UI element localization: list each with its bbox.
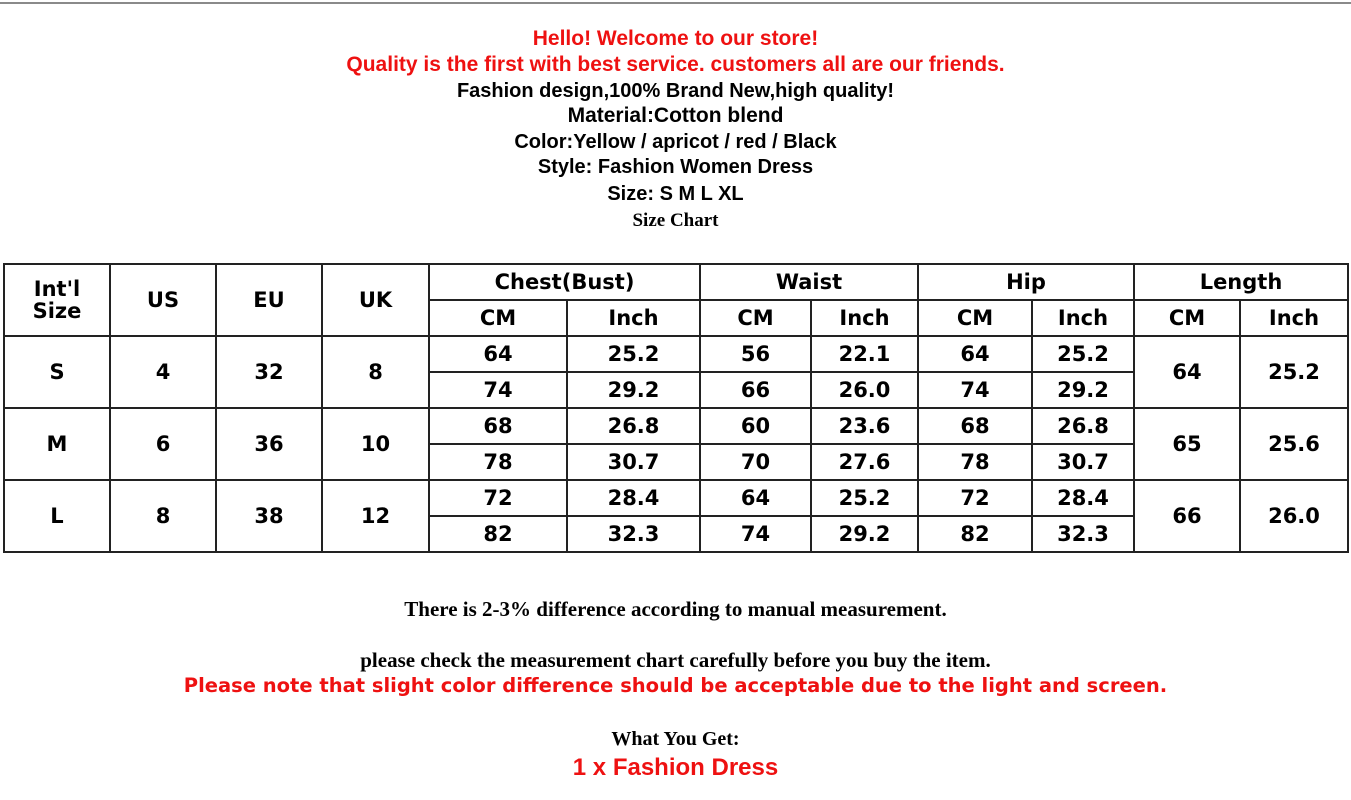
size-cell: S — [4, 336, 110, 408]
hip-cm-cell: 72 — [918, 480, 1032, 516]
length-cm-cell: 64 — [1134, 336, 1240, 408]
chest-inch-cell: 28.4 — [567, 480, 700, 516]
eu-cell: 38 — [216, 480, 322, 552]
header-waist: Waist — [700, 264, 918, 300]
check-note: please check the measurement chart carefully before you buy the item. — [360, 648, 991, 672]
hip-inch-cell: 28.4 — [1032, 480, 1134, 516]
color-text: Color:Yellow / apricot / red / Black — [514, 131, 837, 153]
length-cm-cell: 65 — [1134, 408, 1240, 480]
header-hip: Hip — [918, 264, 1134, 300]
chest-inch-cell: 29.2 — [567, 372, 700, 408]
table-row — [4, 480, 1348, 516]
us-cell: 4 — [110, 336, 216, 408]
header-waist-inch: Inch — [811, 300, 918, 336]
waist-inch-cell: 25.2 — [811, 480, 918, 516]
what-you-get-label: What You Get: — [611, 728, 740, 750]
waist-cm-cell: 60 — [700, 408, 811, 444]
header-eu: EU — [216, 264, 322, 336]
hip-inch-cell: 32.3 — [1032, 516, 1134, 552]
header-hip-inch: Inch — [1032, 300, 1134, 336]
chest-cm-cell: 82 — [429, 516, 567, 552]
header-chest-cm: CM — [429, 300, 567, 336]
style-text: Style: Fashion Women Dress — [537, 156, 814, 178]
top-divider — [0, 2, 1351, 4]
waist-inch-cell: 26.0 — [811, 372, 918, 408]
package-item: 1 x Fashion Dress — [572, 754, 779, 781]
eu-cell: 32 — [216, 336, 322, 408]
length-inch-cell: 26.0 — [1240, 480, 1348, 552]
header-intl-line2: Size — [32, 299, 82, 323]
hip-inch-cell: 30.7 — [1032, 444, 1134, 480]
waist-inch-cell: 22.1 — [811, 336, 918, 372]
hip-cm-cell: 74 — [918, 372, 1032, 408]
chest-inch-cell: 32.3 — [567, 516, 700, 552]
sizes-text: Size: S M L XL — [607, 183, 744, 205]
waist-inch-cell: 23.6 — [811, 408, 918, 444]
header-us: US — [110, 264, 216, 336]
chest-inch-cell: 25.2 — [567, 336, 700, 372]
header-chest: Chest(Bust) — [429, 264, 700, 300]
size-chart-table — [3, 263, 1349, 553]
hip-inch-cell: 26.8 — [1032, 408, 1134, 444]
material-text: Material:Cotton blend — [567, 104, 784, 127]
waist-inch-cell: 27.6 — [811, 444, 918, 480]
header-intl-line1: Int'l — [33, 277, 81, 301]
chest-cm-cell: 74 — [429, 372, 567, 408]
chest-cm-cell: 78 — [429, 444, 567, 480]
hip-inch-cell: 29.2 — [1032, 372, 1134, 408]
header-uk: UK — [322, 264, 429, 336]
uk-cell: 8 — [322, 336, 429, 408]
difference-note: There is 2-3% difference according to manual measurement. — [404, 597, 947, 621]
size-cell: M — [4, 408, 110, 480]
us-cell: 6 — [110, 408, 216, 480]
eu-cell: 36 — [216, 408, 322, 480]
design-text: Fashion design,100% Brand New,high quality! — [456, 80, 895, 102]
size-cell: L — [4, 480, 110, 552]
table-row — [4, 408, 1348, 444]
waist-cm-cell: 74 — [700, 516, 811, 552]
chest-cm-cell: 68 — [429, 408, 567, 444]
hip-cm-cell: 82 — [918, 516, 1032, 552]
waist-cm-cell: 66 — [700, 372, 811, 408]
hip-cm-cell: 64 — [918, 336, 1032, 372]
uk-cell: 12 — [322, 480, 429, 552]
color-difference-note: Please note that slight color difference should be acceptable due to the light and screen. — [183, 674, 1168, 697]
length-cm-cell: 66 — [1134, 480, 1240, 552]
hip-cm-cell: 78 — [918, 444, 1032, 480]
header-intl-size — [4, 264, 110, 336]
header-length-inch: Inch — [1240, 300, 1348, 336]
chest-cm-cell: 72 — [429, 480, 567, 516]
table-row — [4, 336, 1348, 372]
length-inch-cell: 25.6 — [1240, 408, 1348, 480]
us-cell: 8 — [110, 480, 216, 552]
length-inch-cell: 25.2 — [1240, 336, 1348, 408]
waist-cm-cell: 56 — [700, 336, 811, 372]
waist-inch-cell: 29.2 — [811, 516, 918, 552]
header-hip-cm: CM — [918, 300, 1032, 336]
chest-cm-cell: 64 — [429, 336, 567, 372]
uk-cell: 10 — [322, 408, 429, 480]
quality-text: Quality is the first with best service. customers all are our friends. — [346, 53, 1005, 76]
header-length-cm: CM — [1134, 300, 1240, 336]
header-chest-inch: Inch — [567, 300, 700, 336]
hip-cm-cell: 68 — [918, 408, 1032, 444]
waist-cm-cell: 64 — [700, 480, 811, 516]
hip-inch-cell: 25.2 — [1032, 336, 1134, 372]
greeting-text: Hello! Welcome to our store! — [532, 27, 819, 50]
chest-inch-cell: 30.7 — [567, 444, 700, 480]
header-length: Length — [1134, 264, 1348, 300]
chart-title: Size Chart — [632, 210, 719, 231]
waist-cm-cell: 70 — [700, 444, 811, 480]
chest-inch-cell: 26.8 — [567, 408, 700, 444]
header-waist-cm: CM — [700, 300, 811, 336]
